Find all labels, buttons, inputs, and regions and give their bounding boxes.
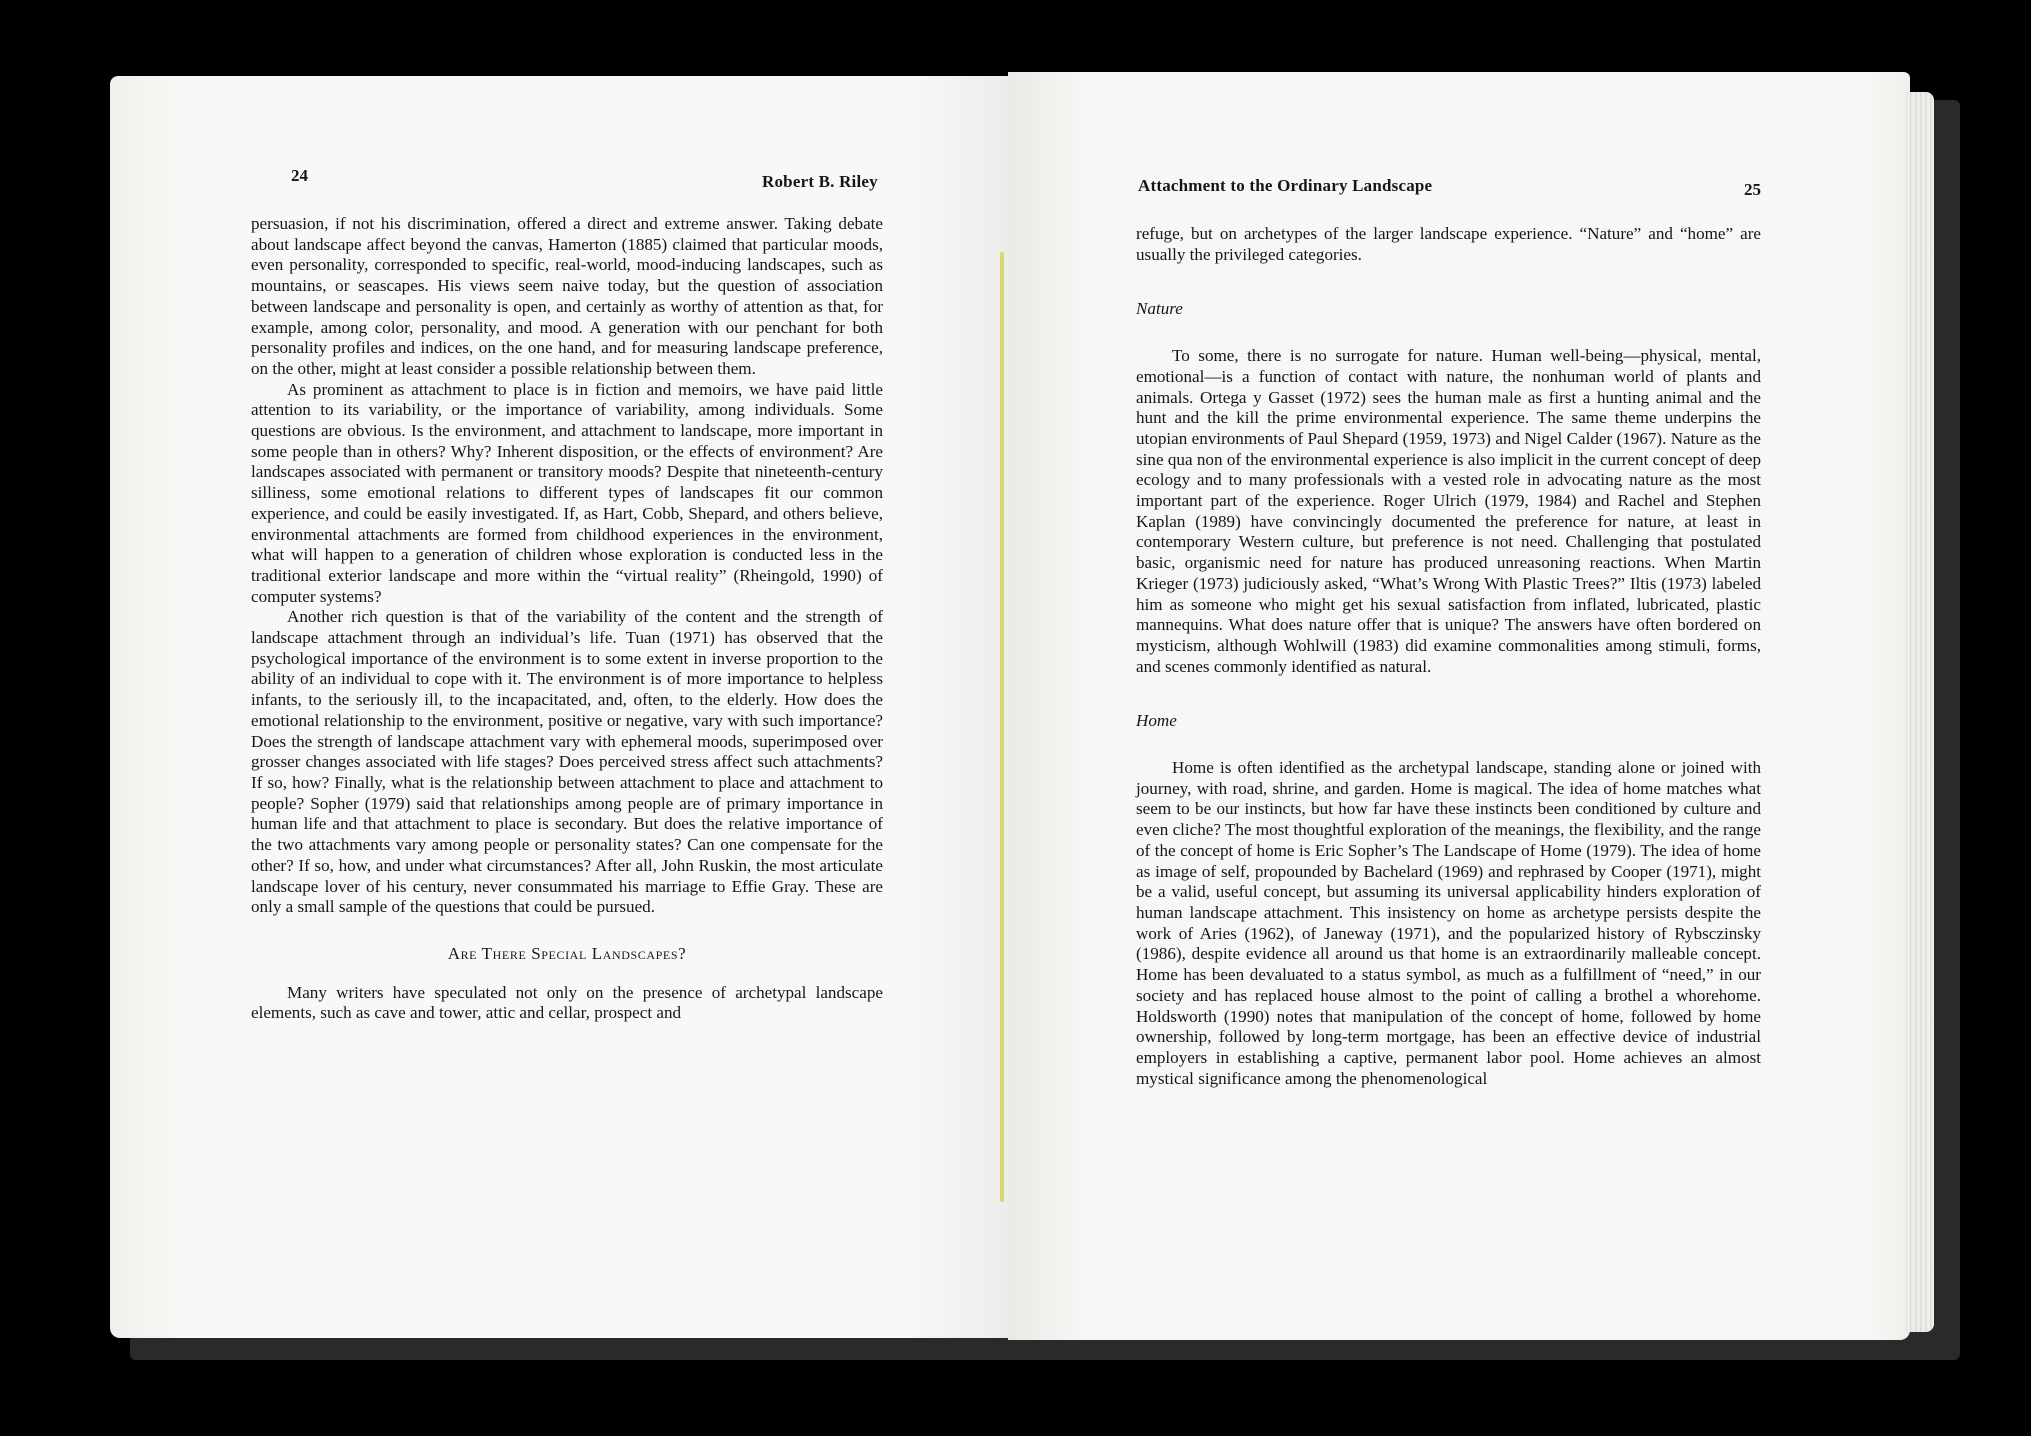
- paragraph: persuasion, if not his discrimination, offered a direct and extreme answer. Taking debate about landscape affect beyond the canvas, Hamerton (1885) claimed that particular moods, even personality, corresponded to specific, real-world, mood-inducing landscapes, such as mountains, or seascapes. His views seem naive today, but the question of association between landscape and personality is open, and certainly as worthy of attention as that, for example, among color, personality, and mood. A generation with our penchant for both personality profiles and indices, on the one hand, and for measuring landscape preference, on the other, might at least consider a possible relationship between them.: [251, 214, 883, 378]
- section-heading: Are There Special Landscapes?: [447, 943, 687, 963]
- left-text-column: [251, 214, 883, 1024]
- right-page: [1008, 72, 1910, 1340]
- subhead-nature: Nature: [1136, 299, 1183, 319]
- paragraph: refuge, but on archetypes of the larger landscape experience. “Nature” and “home” are usually the privileged categories.: [1136, 224, 1761, 264]
- right-text-column: [1136, 224, 1761, 1089]
- right-running-head: Attachment to the Ordinary Landscape: [1138, 176, 1433, 195]
- paragraph: Home is often identified as the archetypal landscape, standing alone or joined with journey, with road, shrine, and garden. Home is magical. The idea of home matches what seem to be our instincts, but how far have these instincts been conditioned by culture and even cliche? The most thoughtful exploration of the meanings, the flexibility, and the range of the concept of home is Eric Sopher’s The Landscape of Home (1979). The idea of home as image of self, propounded by Bachelard (1969) and rephrased by Cooper (1971), might be a valid, useful concept, but assuming its universal applicability hinders exploration of human landscape attachment. This insistency on home as archetype persists despite the work of Aries (1962), of Janeway (1971), and the popularized history of Rybsczinsky (1986), despite evidence all around us that home is an extraordinarily malleable concept. Home has been devaluated to a status symbol, as much as a fulfillment of “need,” in our society and has replaced house almost to the point of calling a brothel a whorehome. Holdsworth (1990) notes that manipulation of the concept of home, followed by home ownership, followed by long-term mortgage, has been an effective device of industrial employers in establishing a captive, permanent labor pool. Home achieves an almost mystical significance among the phenomenological: [1136, 758, 1761, 1088]
- paragraph: To some, there is no surrogate for nature. Human well-being—physical, mental, emotional—is a function of contact with nature, the nonhuman world of plants and animals. Ortega y Gasset (1972) sees the human male as first a hunting animal and the hunt and the kill the prime environmental experience. The same theme underpins the utopian environments of Paul Shepard (1959, 1973) and Nigel Calder (1967). Nature as the sine qua non of the environmental experience is also implicit in the current concept of deep ecology and to many professionals with a vested role in advocating nature as the most important part of the experience. Roger Ulrich (1979, 1984) and Rachel and Stephen Kaplan (1989) have convincingly documented the preference for nature, at least in contemporary Western culture, but preference is not need. Challenging that postulated basic, organismic need for nature has produced unreasoning reactions. When Martin Krieger (1973) judiciously asked, “What’s Wrong With Plastic Trees?” Iltis (1973) labeled him as someone who might get his sexual satisfaction from inflated, lubricated, plastic mannequins. What does nature offer that is unique? The answers have often bordered on mysticism, although Wohlwill (1983) did examine commonalities among stimuli, forms, and scenes commonly identified as natural.: [1136, 346, 1761, 676]
- left-running-head: Robert B. Riley: [762, 172, 878, 191]
- binding-thread: [1000, 252, 1004, 1202]
- left-page-number: 24: [291, 166, 308, 185]
- paragraph: Many writers have speculated not only on the presence of archetypal landscape elements, such as cave and tower, attic and cellar, prospect and: [251, 982, 883, 1023]
- left-page: [110, 76, 1010, 1338]
- subhead-home: Home: [1136, 711, 1177, 731]
- paragraph: Another rich question is that of the variability of the content and the strength of landscape attachment through an individual’s life. Tuan (1971) has observed that the psychological importance of the environment is to some extent in inverse proportion to the ability of an individual to cope with it. The environment is of more importance to helpless infants, to the seriously ill, to the incapacitated, and, often, to the elderly. How does the emotional relationship to the environment, positive or negative, vary with such importance? Does the strength of landscape attachment vary with ephemeral moods, superimposed over grosser changes associated with life stages? Does perceived stress affect such attachments? If so, how? Finally, what is the relationship between attachment to place and attachment to people? Sopher (1979) said that relationships among people are of primary importance in human life and that attachment to place is secondary. But does the relative importance of the two attachments vary among people or personality states? Can one compensate for the other? If so, how, and under what circumstances? After all, John Ruskin, the most articulate landscape lover of his century, never consummated his marriage to Effie Gray. These are only a small sample of the questions that could be pursued.: [251, 607, 883, 917]
- page-edges: [1906, 92, 1934, 1332]
- paragraph: As prominent as attachment to place is in fiction and memoirs, we have paid little attention to its variability, or the importance of variability, among individuals. Some questions are obvious. Is the environment, and attachment to landscape, more important in some people than in others? Why? Inherent disposition, or the effects of environment? Are landscapes associated with permanent or transitory moods? Despite that nineteenth-century silliness, some emotional relations to different types of landscapes fit our common experience, and could be easily investigated. If, as Hart, Cobb, Shepard, and others believe, environmental attachments are formed from childhood experiences in the environment, what will happen to a generation of children whose exploration is conducted less in the traditional exterior landscape and more within the “virtual reality” (Rheingold, 1990) of computer systems?: [251, 379, 883, 606]
- right-page-number: 25: [1744, 180, 1761, 199]
